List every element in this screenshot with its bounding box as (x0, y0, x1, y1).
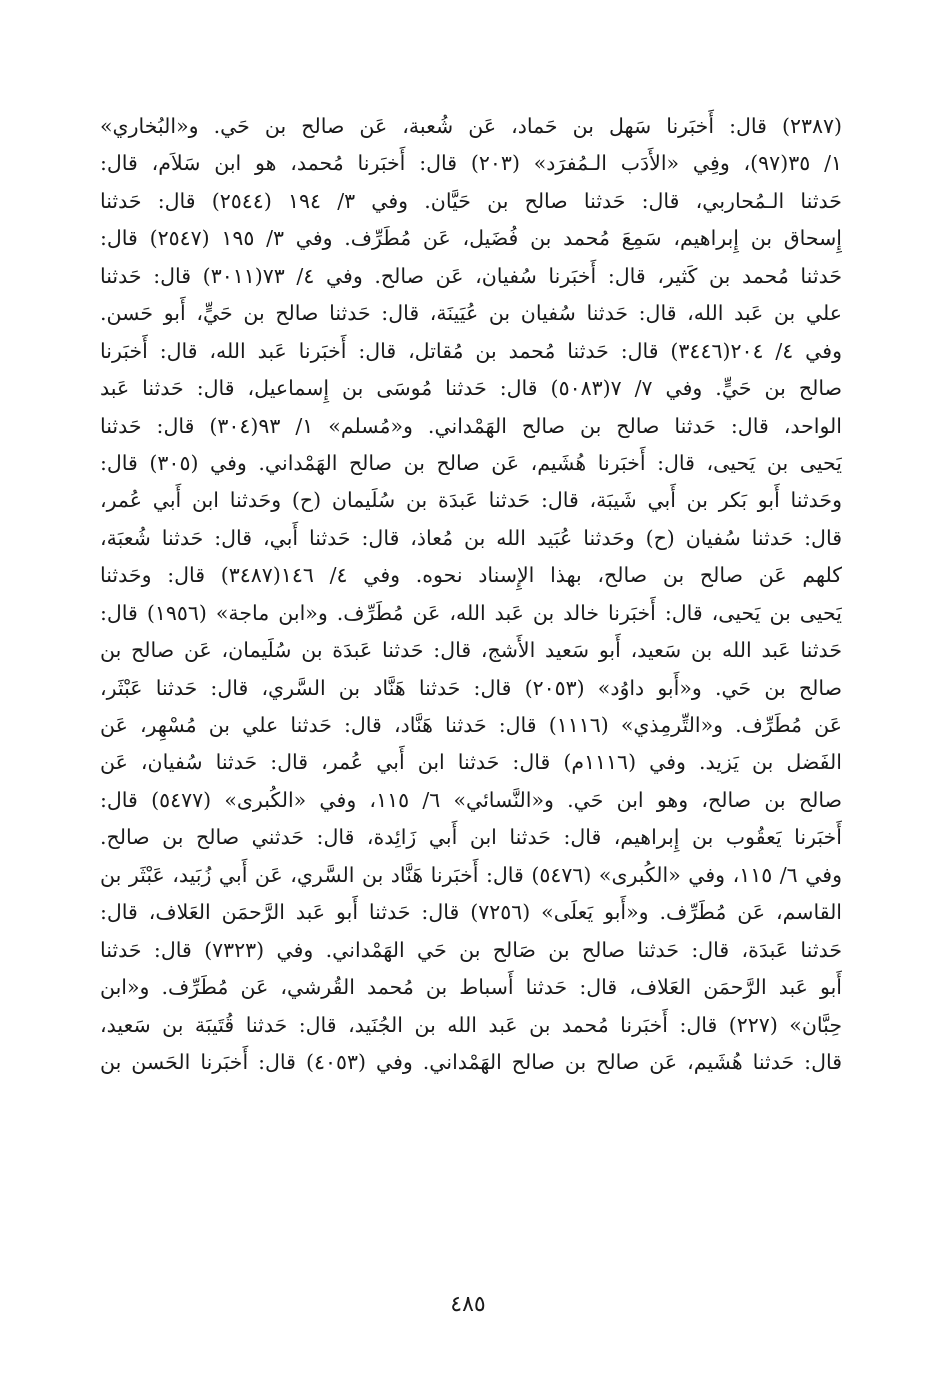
text-line: الواحد، قال: حَدثنا صالح بن صالح الهَمْداني. و«مُسلم» ١/ ٩٣(٣٠٤) قال: حَدثنا (100, 413, 842, 438)
text-line: وفي ٤/ ٢٠٤(٣٤٤٦) قال: حَدثنا مُحمد بن مُقاتل، قال: أَخبَرنا عَبد الله، قال: أَخبَرنا (100, 338, 842, 363)
text-line: ١/ ٣٥(٩٧)، وفِي «الأَدَب الـمُفرَد» (٢٠٣) قال: أَخبَرنا مُحمد، هو ابن سَلاَم، قال: (100, 151, 842, 176)
text-line: حِبَّان» (٢٢٧) قال: أَخبَرنا مُحمد بن عَبد الله بن الجُنَيد، قال: حَدثنا قُتَيبَة بن سَعيد، (100, 1012, 842, 1037)
text-line: القاسم، عَن مُطَرِّف. و«أَبو يَعلَى» (٧٢٥٦) قال: حَدثنا أَبو عَبد الرَّحمَن العَلاف، قال: (100, 900, 842, 925)
text-line: يَحيى بن يَحيى، قال: أَخبَرنا خالد بن عَبد الله، عَن مُطَرِّف. و«ابن ماجة» (١٩٥٦) قال: (100, 600, 842, 625)
body-text (100, 108, 842, 1081)
text-line: صالح بن حَيٍّ. وفي ٧/ ٧(٥٠٨٣) قال: حَدثنا مُوسَى بن إِسماعيل، قال: حَدثنا عَبد (100, 376, 842, 401)
text-line: صالح بن حَي. و«أَبو داوُد» (٢٠٥٣) قال: حَدثنا هَنَّاد بن السَّري، قال: حَدثنا عَبْثَر، (100, 675, 842, 700)
text-line: أَبو عَبد الرَّحمَن العَلاف، قال: حَدثنا أَسباط بن مُحمد القُرشي، عَن مُطَرِّف. و«ابن (100, 975, 842, 1000)
text-line: قال: حَدثنا سُفيان (ح) وحَدثنا عُبَيد الله بن مُعاذ، قال: حَدثنا أَبي، قال: حَدثنا شُعبَة، (100, 525, 842, 550)
text-line: الفَضل بن يَزيد. وفي (١١١٦م) قال: حَدثنا ابن أَبي عُمر، قال: حَدثنا سُفيان، عَن (100, 750, 842, 775)
text-line: كلهم عَن صالح بن صالح، بهذا الإِسناد نحوه. وفي ٤/ ١٤٦(٣٤٨٧) قال: وحَدثنا (100, 563, 842, 588)
text-line: علي بن عَبد الله، قال: حَدثنا سُفيان بن عُيَينَة، قال: حَدثنا صالح بن حَيٍّ، أَبو حَسن. (100, 301, 842, 326)
text-line: صالح بن صالح، وهو ابن حَي. و«النَّسائي» ٦/ ١١٥، وفي «الكُبرى» (٥٤٧٧) قال: (100, 787, 842, 812)
text-line: يَحيى بن يَحيى، قال: أَخبَرنا هُشَيم، عَن صالح بن صالح الهَمْداني. وفي (٣٠٥) قال: (100, 450, 842, 475)
text-line: عَن مُطَرِّف. و«التِّرمِذي» (١١١٦) قال: حَدثنا هَنَّاد، قال: حَدثنا علي بن مُسْهِر، عَن (100, 713, 842, 737)
text-line: حَدثنا مُحمد بن كَثير، قال: أَخبَرنا سُفيان، عَن صالح. وفي ٤/ ٧٣(٣٠١١) قال: حَدثنا (100, 263, 842, 288)
text-line: أَخبَرنا يَعقُوب بن إِبراهيم، قال: حَدثنا ابن أَبي زَائِدة، قال: حَدثني صالح بن صالح. (100, 825, 842, 850)
text-line: (٢٣٨٧) قال: أَخبَرنا سَهل بن حَماد، عَن شُعبة، عَن صالح بن حَي. و«البُخاري» (100, 114, 842, 138)
text-line: وحَدثنا أَبو بَكر بن أَبي شَيبَة، قال: حَدثنا عَبدَة بن سُلَيمان (ح) وحَدثنا ابن أَبي عُمر، (100, 488, 842, 513)
text-line: حَدثنا عَبد الله بن سَعيد، أَبو سَعيد الأَشج، قال: حَدثنا عَبدَة بن سُلَيمان، عَن صالح بن (100, 638, 842, 663)
text-line: حَدثنا الـمُحاربي، قال: حَدثنا صالح بن حَيَّان. وفي ٣/ ١٩٤ (٢٥٤٤) قال: حَدثنا (100, 188, 842, 213)
page-number: ٤٨٥ (450, 1292, 486, 1317)
text-line: وفي ٦/ ١١٥، وفي «الكُبرى» (٥٤٧٦) قال: أَخبَرنا هَنَّاد بن السَّري، عَن أَبي زُبَيد، عَبْثَر بن (100, 862, 842, 887)
text-line: إِسحاق بن إِبراهيم، سَمِعَ مُحمد بن فُضَيل، عَن مُطَرِّف. وفي ٣/ ١٩٥ (٢٥٤٧) قال: (100, 226, 842, 251)
text-line: قال: حَدثنا هُشَيم، عَن صالح بن صالح الهَمْداني. وفي (٤٠٥٣) قال: أَخبَرنا الحَسن بن (100, 1049, 842, 1074)
text-line: حَدثنا عَبدَة، قال: حَدثنا صالح بن صَالح بن حَي الهَمْداني. وفي (٧٣٢٣) قال: حَدثنا (100, 937, 842, 962)
